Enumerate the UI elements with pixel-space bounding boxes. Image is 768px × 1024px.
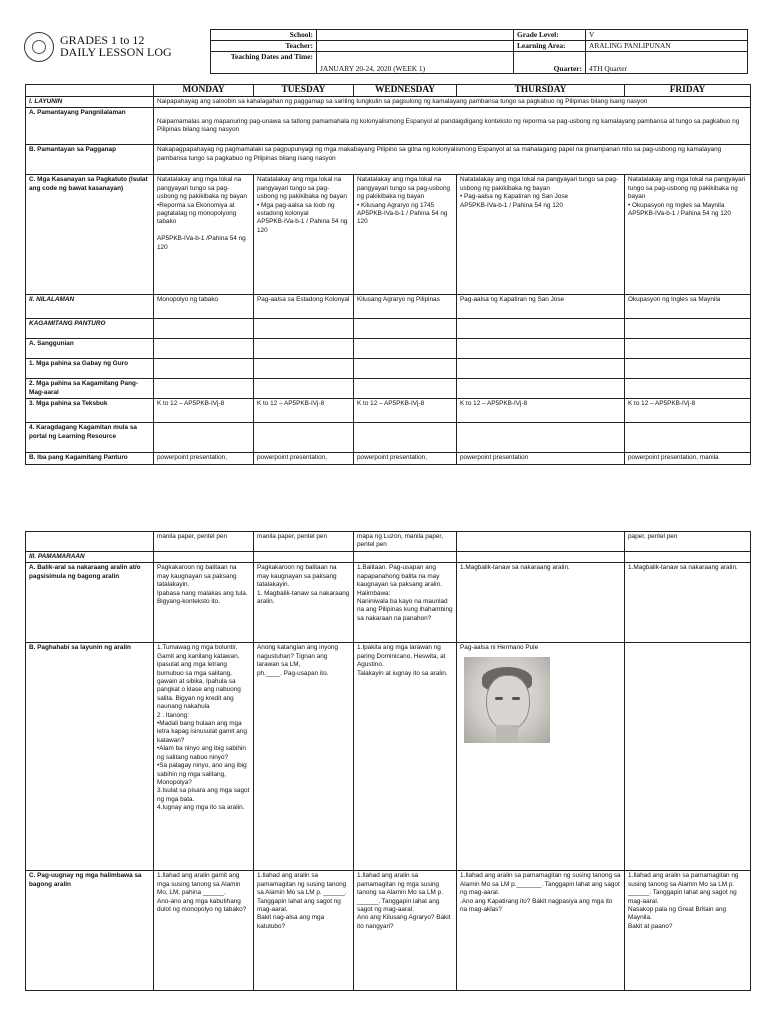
iba-pa-tuesday: powerpoint presentation, xyxy=(254,453,354,464)
day-thursday: THURSDAY xyxy=(457,85,625,97)
day-friday: FRIDAY xyxy=(625,85,751,97)
balik-aral-friday: 1.Magbalik-tanaw sa nakaraang aralin. xyxy=(625,563,751,643)
paghahabi-label: B. Paghahabi sa layunin ng aralin xyxy=(26,643,154,871)
paghahabi-friday xyxy=(625,643,751,871)
kasanayan-monday: Natatalakay ang mga lokal na pangyayari tungo sa pag-usbong ng pakikibaka ng bayan •Reporma sa Ekonomiya at pagtatatag ng monopolyong tabako AP5PKB-IVa-b-1 /Pahina 54 ng 120 xyxy=(154,175,254,295)
day-wednesday: WEDNESDAY xyxy=(354,85,457,97)
paguugnay-thursday: 1.Ilahad ang aralin sa pamamagitan ng susing tanong sa Alamin Mo sa LM p._______. Tanggapin lahat ang sagot ng mag-aaral. .Ano ang Kapatirang ito? Bakit nagpasiya ang mga ito na mag-aklas? xyxy=(457,871,625,991)
paghahabi-monday: 1.Tumawag ng mga boluntir. Gamit ang kanilang katawan, ipasulat ang mga letrang bumubuo sa mga salitang, gawain at sibika. Ipahula sa pangkat o klase ang nabuong salita. Bigyan ng kredit ang naunang nakahula 2 . Itanong: •Madali bang hulaan ang mga letra kapag isinusulat gamit ang katawan? •Alam ba ninyo ang ibig sabihin ng salitang nabuo ninyo? •Sa palagay ninyo, ano ang ibig sabihin ng mga salitang, Monopolya? 3.Isulat sa pisara ang mga sagot ng mga bata. 4.Iugnay ang mga ito sa aralin. xyxy=(154,643,254,871)
iba-pa-friday: powerpoint presentation, manila xyxy=(625,453,751,464)
gabay-label: 1. Mga pahina sa Gabay ng Guro xyxy=(26,359,154,379)
day-tuesday: TUESDAY xyxy=(254,85,354,97)
lesson-log-table xyxy=(25,84,751,465)
lesson-log-table-continued xyxy=(25,531,751,991)
dates-value: JANUARY 20-24, 2020 (WEEK 1) xyxy=(317,52,514,74)
nilalaman-wednesday: Kilusang Agraryo ng Pilipinas xyxy=(354,295,457,319)
quarter-value: 4TH Quarter xyxy=(586,52,748,74)
paguugnay-wednesday: 1.Ilahad ang aralin sa pamamagitan ng mga susing tanong sa Alamin Mo sa LM p. ______. Tanggapin lahat ang sagot ng mag-aaral. Ano ang Kilusang Agraryo? Bakit ito nangyari? xyxy=(354,871,457,991)
pamantayan-pagganap-label: B. Pamantayan sa Pagganap xyxy=(26,145,154,175)
balik-aral-thursday: 1.Magbalik-tanaw sa nakaraang aralin. xyxy=(457,563,625,643)
portal-label: 4. Karagdagang Kagamitan mula sa portal ng Learning Resource xyxy=(26,423,154,453)
nilalaman-friday: Okupasyon ng Ingles sa Maynila xyxy=(625,295,751,319)
kasanayan-tuesday: Natatalakay ang mga lokal na pangyayari tungo sa pag-usbong ng pakikibaka ng bayan • Mga pag-aalsa sa loob ng estadong kolonyal AP5PKB-IVa-b-1 / Pahina 54 ng 120 xyxy=(254,175,354,295)
iba-pa-wednesday: powerpoint presentation, xyxy=(354,453,457,464)
school-value xyxy=(317,30,514,41)
logo-line-1: GRADES 1 to 12 xyxy=(60,33,145,47)
kagamitang-mag-aaral-label: 2. Mga pahina sa Kagamitang Pang-Mag-aaral xyxy=(26,379,154,399)
kasanayan-label: C. Mga Kasanayan sa Pagkatuto (Isulat ang code ng bawat kasanayan) xyxy=(26,175,154,295)
teacher-label: Teacher: xyxy=(211,41,317,52)
dates-label: Teaching Dates and Time: xyxy=(211,52,317,74)
paguugnay-label: C. Pag-uugnay ng mga halimbawa sa bagong aralin xyxy=(26,871,154,991)
grade-label: Grade Level: xyxy=(514,30,586,41)
materials-wednesday: mapa ng Luzon, manila paper, pentel pen xyxy=(354,532,457,552)
kasanayan-thursday: Natatalakay ang mga lokal na pangyayari tungo sa pag-usbong ng pakikibaka ng bayan • Pag-aalsa ng Kapatiran ng San Jose AP5PKB-IVa-b-1 / Pahina 54 ng 120 xyxy=(457,175,625,295)
learning-area-value: ARALING PANLIPUNAN xyxy=(586,41,748,52)
materials-monday: manila paper, pentel pen xyxy=(154,532,254,552)
nilalaman-tuesday: Pag-aalsa sa Estadong Kolonyal xyxy=(254,295,354,319)
school-label: School: xyxy=(211,30,317,41)
paghahabi-thursday: Pag-aalsa ni Hermano Pule xyxy=(460,644,539,652)
logo-line-2: DAILY LESSON LOG xyxy=(60,45,172,59)
learning-area-label: Learning Area: xyxy=(514,41,586,52)
paguugnay-tuesday: 1.Ilahad ang aralin sa pamamagitan ng susing tanong sa Alamin Mo sa LM p. ______. Tanggapin lahat ang sagot ng mag-aaral. Bakit nag-alsa ang mga katutubo? xyxy=(254,871,354,991)
materials-label xyxy=(26,532,154,552)
kagamitan-label: KAGAMITANG PANTURO xyxy=(26,319,154,339)
nilalaman-monday: Monopolyo ng tabako xyxy=(154,295,254,319)
day-monday: MONDAY xyxy=(154,85,254,97)
layunin-text: Naipapahayag ang saloobin sa kahalagahan ng paggamap sa sariling tungkulin sa pagsulong ng kamalayang pambansa tungo sa pagkabuo ng Pilipinas bilang isang nasyon xyxy=(154,97,751,108)
sanggunian-label: A. Sanggunian xyxy=(26,339,154,359)
paguugnay-friday: 1.Ilahad ang aralin sa pamamagitan ng susing tanong sa Alamin Mo sa LM p. ______. Tanggapin lahat ang sagot ng mag-aaral. Nasakop pala ng Great Britain ang Maynila. Bakit at paano? xyxy=(625,871,751,991)
pamantayan-nilalaman-text: Naipamamalas ang mapanuring pag-unawa sa tatlong pamamahala ng kolonyalismong Espanyol at pandaigdigang konteksto ng reporma sa pag-usbong ng kamalayang pambansa at tungo sa pagkabuo ng Pilipinas bilang isang nasyon xyxy=(154,108,751,145)
quarter-label: Quarter: xyxy=(514,52,586,74)
nilalaman-label: II. NILALAMAN xyxy=(26,295,154,319)
corner-cell xyxy=(26,85,154,97)
paghahabi-wednesday: 1.Ipakita ang mga larawan ng paring Dominicano, Heswita, at Agustino. Talakayin at iugnay ito sa aralin. xyxy=(354,643,457,871)
teksbuk-label: 3. Mga pahina sa Teksbuk xyxy=(26,399,154,423)
paguugnay-monday: 1.Ilahad ang aralin gamit ang mga susing tanong sa Alamin Mo, LM, pahina ______. Ano-ano ang mga kabutihang dulot ng monopolyo ng tabako? xyxy=(154,871,254,991)
paghahabi-tuesday: Anong katangian ang inyong nagustuhan? Tignan ang larawan sa LM, ph.____. Pag-usapan ito. xyxy=(254,643,354,871)
kasanayan-wednesday: Natatalakay ang mga lokal na pangyayari tungo sa pag-usbong ng pakikibaka ng bayan • Kilusang Agraryo ng 1745 AP5PKB-IVa-b-1 / Pahina 54 ng 120 xyxy=(354,175,457,295)
pamamaraan-label: III. PAMAMARAAN xyxy=(26,552,154,563)
iba-pa-thursday: powerpoint presentation xyxy=(457,453,625,464)
balik-aral-monday: Pagkakaroon ng balitaan na may kaugnayan sa paksang tatalakayin. Ipabasa nang malakas ang tula. Bigyang-konteksto ito. xyxy=(154,563,254,643)
teksbuk-monday: K to 12 – AP5PKB-IVj-8 xyxy=(154,399,254,423)
pamantayan-nilalaman-label: A. Pamantayang Pangnilalaman xyxy=(26,108,154,145)
grade-value: V xyxy=(586,30,748,41)
hermano-pule-portrait xyxy=(464,657,550,743)
pamantayan-pagganap-text: Nakapagpapahayag ng pagmamalaki sa pagpupunyagi ng mga makabayang Pilipino sa gitna ng kolonyalismong Espanyol at sa mahalagang papel na ginampanan nito sa pag-usbong ng kamalayang pambansa tungo sa pagkabuo ng Pilipinas bilang isang nasyon xyxy=(154,145,751,175)
balik-aral-wednesday: 1.Balitaan. Pag-usapan ang napapanahong balita na may kaugnayan sa paksang aralin. Halimbawa: Naniniwala ba kayo na maunlad na ang Pilipinas kung ihahambing sa nakaraan na panahon? xyxy=(354,563,457,643)
nilalaman-thursday: Pag-aalsa ng Kapatiran ng San Jose xyxy=(457,295,625,319)
kasanayan-friday: Natatalakay ang mga lokal na pangyayari tungo sa pag-usbong ng pakikibaka ng bayan • Okupasyon ng Ingles sa Maynila AP5PKB-IVa-b-1 / Pahina 54 ng 120 xyxy=(625,175,751,295)
iba-pa-monday: powerpoint presentation, xyxy=(154,453,254,464)
paghahabi-thursday-cell xyxy=(457,643,625,871)
materials-tuesday: manila paper, pentel pen xyxy=(254,532,354,552)
materials-thursday xyxy=(457,532,625,552)
header-table xyxy=(210,29,748,74)
iba-pa-label: B. Iba pang Kagamitang Panturo xyxy=(26,453,154,464)
teksbuk-wednesday: K to 12 – AP5PKB-IVj-8 xyxy=(354,399,457,423)
teacher-value xyxy=(317,41,514,52)
deped-seal xyxy=(24,32,54,62)
materials-friday: paper, pentel pen xyxy=(625,532,751,552)
balik-aral-label: A. Balik-aral sa nakaraang aralin at/o pagsisimula ng bagong aralin xyxy=(26,563,154,643)
layunin-label: I. LAYUNIN xyxy=(26,97,154,108)
balik-aral-tuesday: Pagkakaroon ng balitaan na may kaugnayan sa paksang tatalakayin. 1. Magbalik-tanaw sa nakaraang aralin. xyxy=(254,563,354,643)
teksbuk-friday: K to 12 – AP5PKB-IVj-8 xyxy=(625,399,751,423)
teksbuk-tuesday: K to 12 – AP5PKB-IVj-8 xyxy=(254,399,354,423)
teksbuk-thursday: K to 12 – AP5PKB-IVj-8 xyxy=(457,399,625,423)
